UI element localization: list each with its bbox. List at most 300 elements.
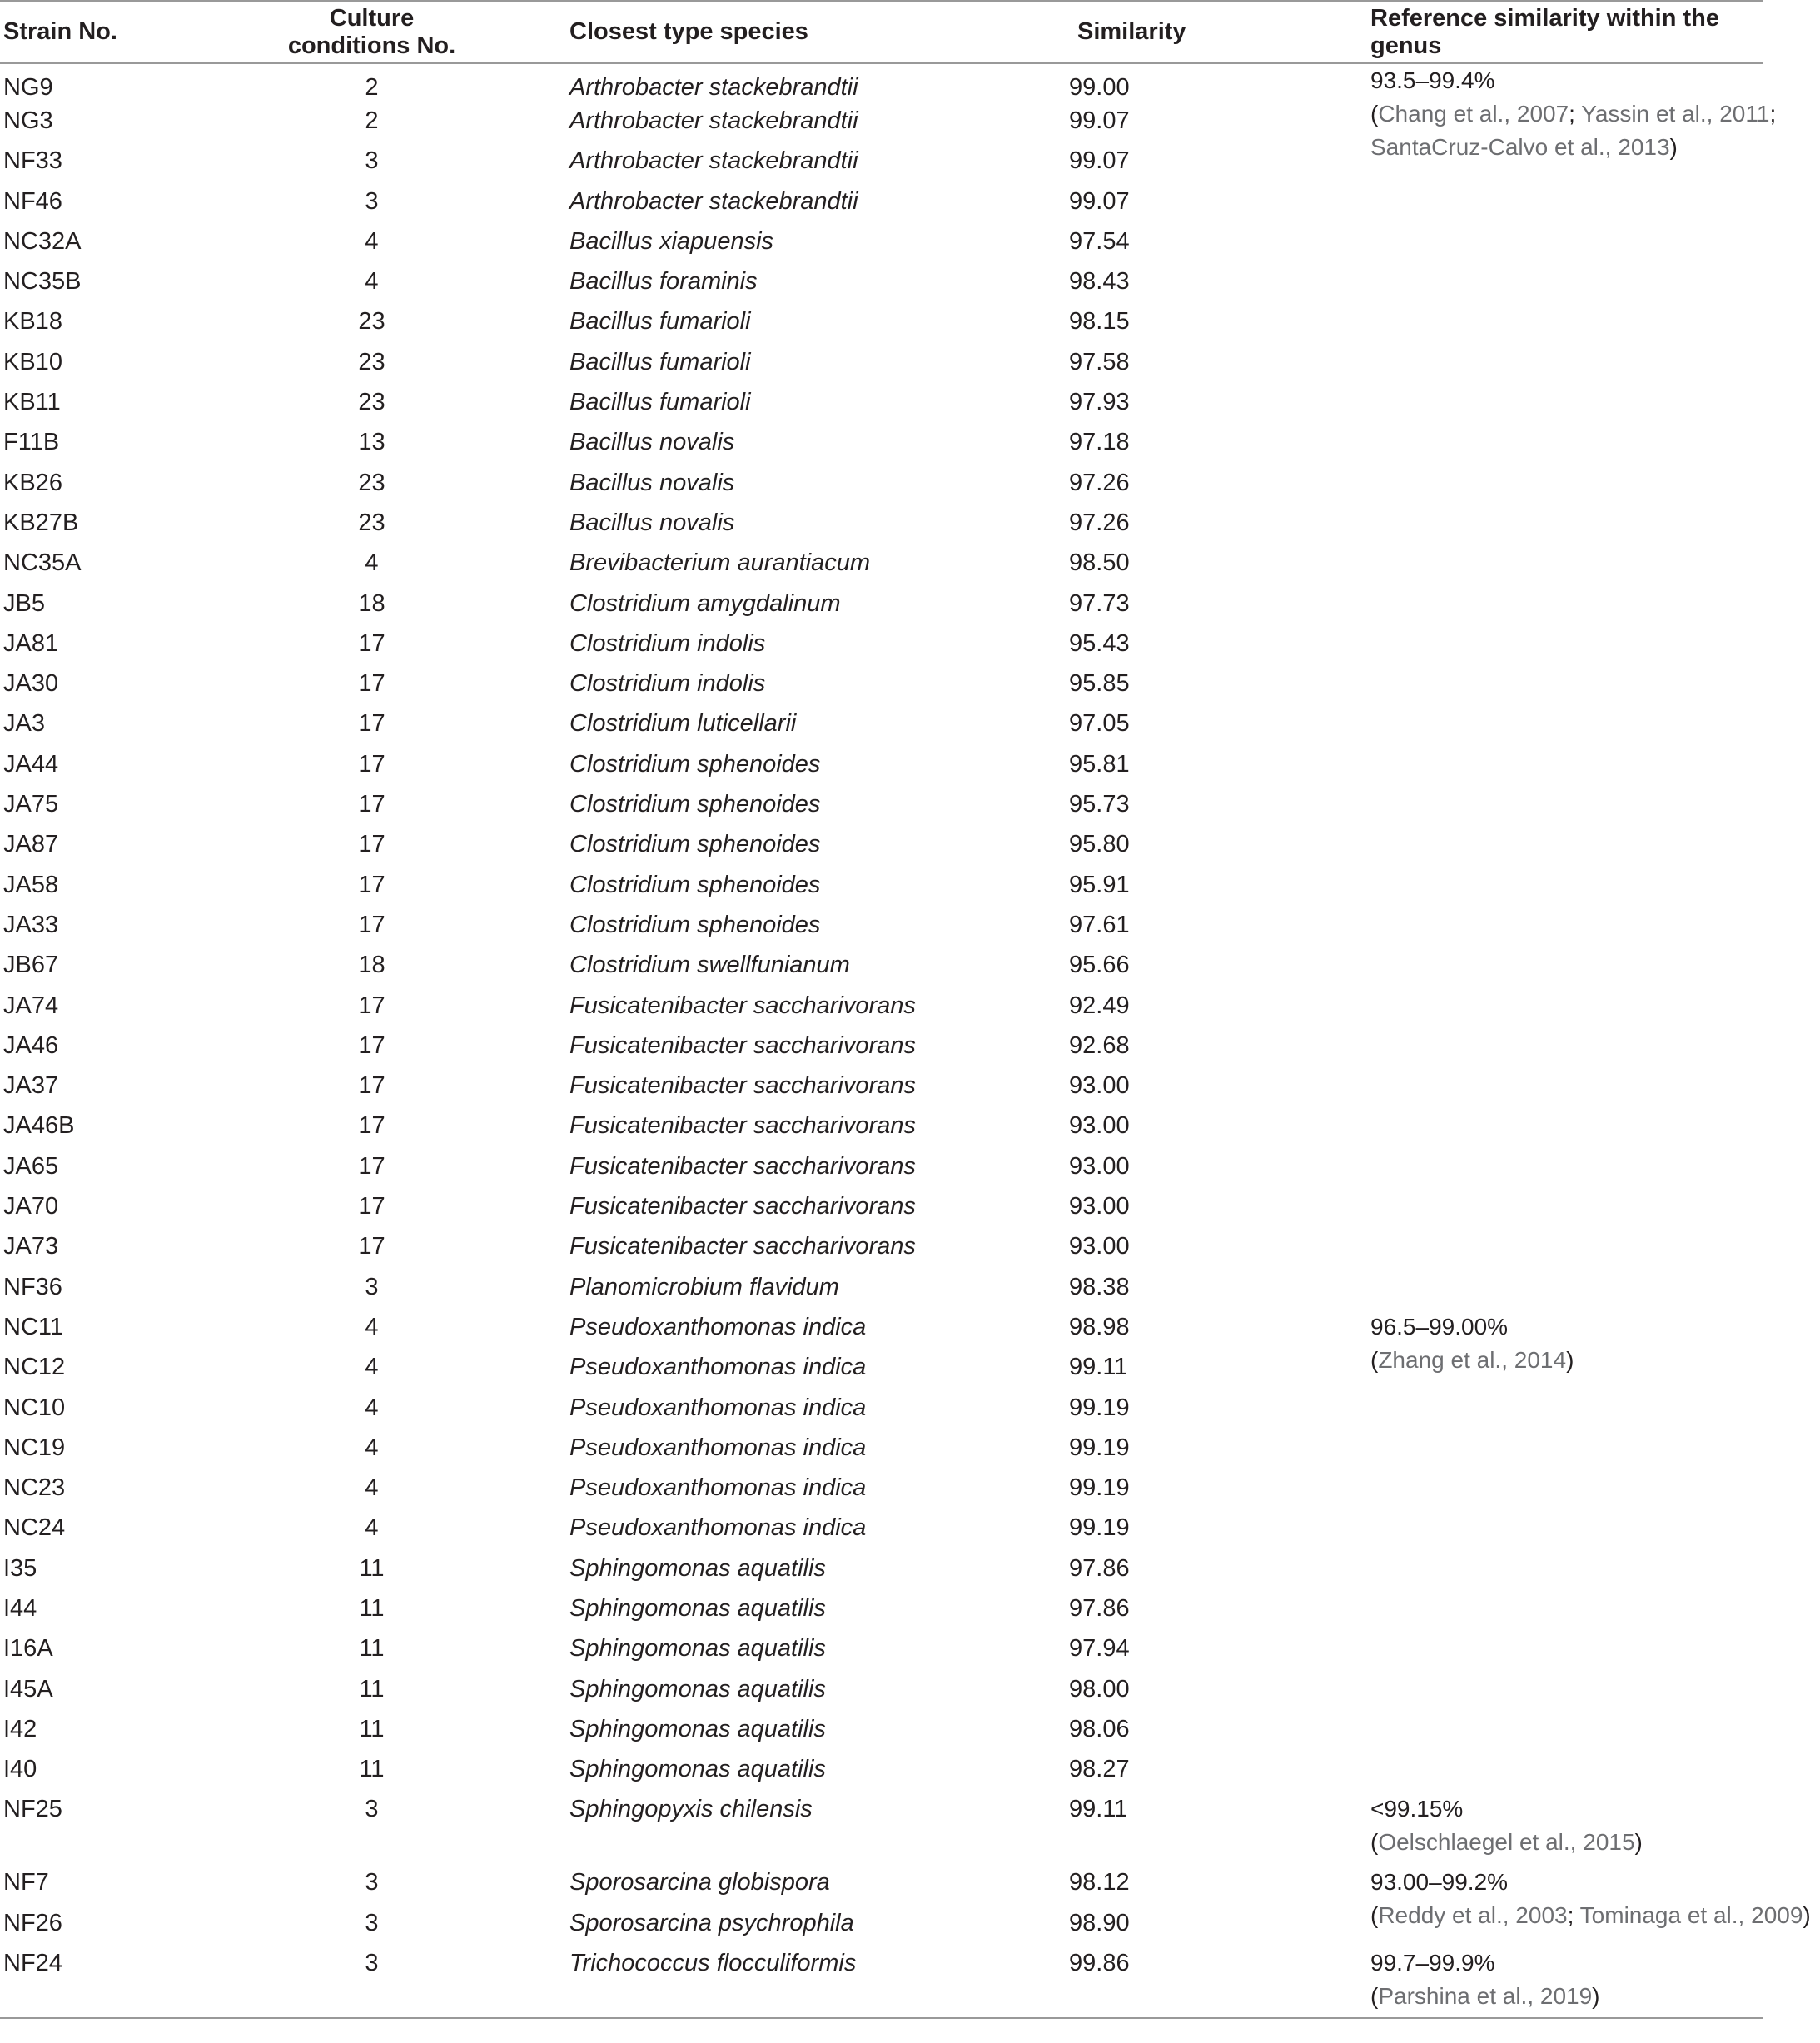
reference-cell [1335, 1712, 1763, 1752]
reference-cell [1335, 748, 1763, 788]
citation-punctuation: ( [1370, 101, 1379, 127]
culture-cell-text: 3 [365, 1796, 379, 1823]
citation-link[interactable]: Parshina et al., 2019 [1378, 1983, 1593, 2010]
strain-cell: JA44 [3, 750, 59, 778]
culture-cell [241, 1391, 503, 1431]
species-cell [503, 828, 969, 867]
species-cell [503, 1712, 969, 1752]
culture-cell-text: 2 [365, 107, 379, 134]
species-cell [503, 1431, 969, 1471]
species-cell [503, 1592, 969, 1632]
culture-cell [241, 1552, 503, 1592]
species-cell-text: Sporosarcina psychrophila [569, 1909, 854, 1936]
reference-cell [1335, 385, 1763, 425]
table-row [0, 1431, 1763, 1471]
species-cell-text: Fusicatenibacter saccharivorans [569, 1072, 916, 1100]
species-cell-text: Sphingomonas aquatilis [569, 1675, 826, 1702]
reference-cell [1335, 1752, 1763, 1792]
culture-cell-text: 17 [358, 750, 385, 778]
species-cell [503, 546, 969, 586]
strain-cell: I40 [3, 1756, 37, 1783]
species-cell [503, 1946, 969, 2018]
reference-cell [1335, 1632, 1763, 1672]
similarity-cell: 93.00 [1069, 1152, 1130, 1180]
table-row [0, 1471, 1763, 1511]
reference-cell [1335, 1946, 1763, 2018]
citation-punctuation: ( [1370, 1346, 1379, 1373]
strain-cell: NF24 [0, 1946, 241, 2018]
table-row [0, 385, 1763, 425]
strain-cell: JA46 [3, 1031, 59, 1059]
species-cell-text: Pseudoxanthomonas indica [569, 1354, 867, 1381]
culture-cell [241, 1310, 503, 1350]
reference-cell [1335, 265, 1763, 305]
similarity-cell: 99.07 [1069, 107, 1130, 134]
reference-range: 93.5–99.4% [1370, 67, 1495, 93]
species-cell [503, 707, 969, 747]
strain-cell: NC24 [3, 1514, 66, 1542]
species-cell-text: Clostridium indolis [569, 629, 766, 657]
species-cell [503, 1069, 969, 1109]
similarity-cell: 95.73 [1069, 791, 1130, 818]
culture-cell [241, 1592, 503, 1632]
culture-cell [241, 1906, 503, 1946]
table-row [0, 1270, 1763, 1310]
species-cell-text: Brevibacterium aurantiacum [569, 549, 871, 577]
species-cell-text: Pseudoxanthomonas indica [569, 1313, 867, 1340]
reference-cell [1335, 1471, 1763, 1511]
culture-cell [241, 908, 503, 948]
culture-cell-text: 23 [358, 509, 385, 536]
citation-link[interactable]: Chang et al., 2007 [1378, 101, 1569, 127]
table-row [0, 1712, 1763, 1752]
similarity-cell: 93.00 [1069, 1072, 1130, 1100]
species-cell-text: Clostridium luticellarii [569, 710, 797, 738]
strain-cell: JB67 [3, 952, 59, 979]
species-cell [503, 1552, 969, 1592]
similarity-cell: 97.73 [1069, 589, 1130, 617]
table-row [0, 1190, 1763, 1230]
culture-cell-text: 23 [358, 308, 385, 336]
similarity-cell: 99.07 [1069, 147, 1130, 175]
species-cell [503, 1150, 969, 1190]
similarity-cell: 99.19 [1069, 1434, 1130, 1461]
species-cell-text: Sphingopyxis chilensis [569, 1796, 813, 1823]
species-cell-text: Planomicrobium flavidum [569, 1273, 839, 1300]
table-row [0, 1150, 1763, 1190]
culture-cell [241, 1471, 503, 1511]
reference-cell [1335, 989, 1763, 1029]
reference-cell [1335, 185, 1763, 225]
species-cell-text: Arthrobacter stackebrandtii [569, 187, 858, 215]
reference-note [1370, 1946, 1820, 2013]
species-cell-text: Sphingomonas aquatilis [569, 1554, 826, 1582]
culture-cell-text: 11 [359, 1594, 385, 1622]
culture-cell [241, 1511, 503, 1551]
species-cell-text: Clostridium indolis [569, 670, 766, 698]
reference-citation-line [1370, 1826, 1820, 1859]
species-cell [503, 788, 969, 828]
reference-cell [1335, 1029, 1763, 1069]
similarity-cell: 97.61 [1069, 911, 1130, 938]
culture-cell-text: 17 [358, 1233, 385, 1260]
species-cell-text: Arthrobacter stackebrandtii [569, 107, 858, 134]
culture-cell [241, 1230, 503, 1270]
strain-cell: KB11 [3, 389, 61, 416]
species-cell-text: Clostridium sphenoides [569, 791, 821, 818]
reference-cell [1335, 868, 1763, 908]
table-row [0, 1310, 1763, 1350]
citation-punctuation: ; [1769, 101, 1777, 127]
species-cell [503, 305, 969, 345]
table-row [0, 1230, 1763, 1270]
table-row [0, 989, 1763, 1029]
citation-punctuation: ) [1803, 1902, 1811, 1929]
culture-cell [241, 748, 503, 788]
strain-cell: NC32A [3, 227, 82, 255]
species-cell-text: Bacillus foraminis [569, 268, 758, 296]
citation-punctuation: ( [1370, 1983, 1379, 2010]
reference-cell [1335, 667, 1763, 707]
similarity-cell: 98.06 [1069, 1715, 1130, 1742]
reference-cell [1335, 1310, 1763, 1373]
culture-cell-text: 17 [358, 710, 385, 738]
table-row [0, 1511, 1763, 1551]
reference-cell [1335, 1866, 1811, 1929]
culture-cell [241, 1350, 503, 1390]
header-reference: Reference similarity within the genus [1335, 1, 1763, 63]
similarity-cell: 98.12 [1069, 1869, 1130, 1896]
species-cell [503, 1109, 969, 1149]
species-cell-text: Clostridium swellfunianum [569, 952, 850, 979]
similarity-cell: 93.00 [1069, 1233, 1130, 1260]
culture-cell-text: 17 [358, 871, 385, 898]
culture-cell [241, 1431, 503, 1471]
similarity-cell: 93.00 [1069, 1112, 1130, 1140]
strain-cell: JA46B [3, 1112, 75, 1140]
culture-cell-text: 17 [358, 1031, 385, 1059]
species-cell [503, 868, 969, 908]
culture-cell [241, 144, 503, 184]
header-species: Closest type species [503, 1, 969, 63]
strain-cell: F11B [3, 429, 60, 456]
strain-cell: I42 [3, 1715, 37, 1742]
culture-cell [241, 868, 503, 908]
similarity-cell: 99.11 [1069, 1796, 1128, 1823]
similarity-cell: 92.68 [1069, 1031, 1130, 1059]
strain-cell: JA81 [3, 629, 59, 657]
citation-link[interactable]: Oelschlaegel et al., 2015 [1378, 1829, 1635, 1856]
strain-cell: JB5 [3, 589, 45, 617]
similarity-cell: 97.18 [1069, 429, 1130, 456]
species-cell [503, 1792, 969, 1866]
reference-cell [1335, 425, 1763, 465]
strain-cell: JA30 [3, 670, 59, 698]
similarity-cell: 92.49 [1069, 992, 1130, 1019]
species-cell-text: Sphingomonas aquatilis [569, 1594, 826, 1622]
culture-cell [241, 63, 503, 104]
culture-cell-text: 23 [358, 389, 385, 416]
species-cell-text: Bacillus fumarioli [569, 308, 751, 336]
species-cell-text: Fusicatenibacter saccharivorans [569, 1193, 916, 1220]
species-cell-text: Clostridium sphenoides [569, 831, 821, 858]
strain-cell: NF25 [3, 1796, 62, 1823]
similarity-cell: 93.00 [1069, 1193, 1130, 1220]
strain-cell: JA70 [3, 1193, 59, 1220]
reference-cell [1335, 1431, 1763, 1471]
reference-note [1370, 1792, 1820, 1859]
reference-cell [1335, 1792, 1763, 1866]
reference-cell [1335, 707, 1763, 747]
table-row [0, 587, 1763, 627]
table-row [0, 185, 1763, 225]
table-row [0, 667, 1763, 707]
species-cell [503, 1906, 969, 1946]
citation-link[interactable]: Zhang et al., 2014 [1378, 1346, 1567, 1373]
culture-cell [241, 225, 503, 265]
species-cell-text: Arthrobacter stackebrandtii [569, 74, 858, 101]
reference-cell [1335, 104, 1763, 144]
similarity-cell: 95.66 [1069, 952, 1130, 979]
species-cell [503, 908, 969, 948]
culture-cell [241, 707, 503, 747]
table-row [0, 1069, 1763, 1109]
table-row [0, 1906, 1763, 1946]
table-row [0, 265, 1763, 305]
reference-range: 99.7–99.9% [1370, 1950, 1495, 1976]
culture-cell-text: 4 [365, 1434, 379, 1461]
table-row [0, 868, 1763, 908]
reference-cell [1335, 1109, 1763, 1149]
table-row [0, 1752, 1763, 1792]
culture-cell-text: 23 [358, 469, 385, 496]
strain-cell: I35 [3, 1554, 37, 1582]
reference-range: 93.00–99.2% [1370, 1869, 1509, 1896]
species-cell-text: Trichococcus flocculiformis [569, 1950, 857, 1977]
citation-link[interactable]: Yassin et al., 2011 [1581, 101, 1770, 127]
similarity-cell: 97.86 [1069, 1594, 1130, 1622]
species-cell [503, 265, 969, 305]
species-cell [503, 948, 969, 988]
strain-cell: NF36 [3, 1273, 62, 1300]
strain-cell: JA75 [3, 791, 59, 818]
strain-cell: NC35A [3, 549, 82, 577]
culture-cell-text: 11 [359, 1675, 385, 1702]
culture-cell [241, 627, 503, 667]
similarity-cell: 98.98 [1069, 1313, 1130, 1340]
citation-link[interactable]: SantaCruz-Calvo et al., 2013 [1370, 134, 1670, 160]
strain-cell: NF33 [3, 147, 62, 175]
culture-cell [241, 1150, 503, 1190]
reference-cell [1335, 305, 1763, 345]
culture-cell [241, 546, 503, 586]
species-cell-text: Sphingomonas aquatilis [569, 1756, 826, 1783]
strain-cell: I45A [3, 1675, 53, 1702]
culture-cell-text: 11 [359, 1635, 385, 1663]
culture-cell [241, 1069, 503, 1109]
similarity-cell: 98.15 [1069, 308, 1130, 336]
strain-cell: JA74 [3, 992, 59, 1019]
species-cell-text: Pseudoxanthomonas indica [569, 1474, 867, 1502]
species-cell-text: Fusicatenibacter saccharivorans [569, 1112, 916, 1140]
culture-cell-text: 4 [365, 227, 379, 255]
species-cell [503, 385, 969, 425]
strain-cell: NC11 [3, 1313, 63, 1340]
reference-range: 96.5–99.00% [1370, 1313, 1509, 1340]
species-cell [503, 1391, 969, 1431]
species-cell-text: Clostridium sphenoides [569, 871, 821, 898]
similarity-cell: 99.19 [1069, 1394, 1130, 1421]
citation-punctuation: ) [1592, 1983, 1600, 2010]
strain-cell: JA33 [3, 911, 59, 938]
strain-cell: I16A [3, 1635, 53, 1663]
culture-cell [241, 989, 503, 1029]
citation-link[interactable]: Tominaga et al., 2009 [1579, 1902, 1803, 1929]
reference-cell [1335, 1190, 1763, 1230]
table-row [0, 1946, 1763, 2018]
culture-cell-text: 17 [358, 1152, 385, 1180]
reference-cell [1335, 144, 1763, 184]
species-cell [503, 1190, 969, 1230]
species-cell-text: Arthrobacter stackebrandtii [569, 147, 858, 175]
culture-cell-text: 3 [365, 1273, 379, 1300]
table-row [0, 1866, 1763, 1906]
reference-cell [1335, 1230, 1763, 1270]
culture-cell [241, 1946, 503, 2018]
culture-cell [241, 466, 503, 506]
culture-cell [241, 828, 503, 867]
culture-cell-text: 2 [365, 74, 379, 101]
culture-cell-text: 3 [365, 1950, 379, 1977]
similarity-cell: 98.90 [1069, 1909, 1130, 1936]
species-cell-text: Clostridium sphenoides [569, 911, 821, 938]
reference-cell [1335, 587, 1763, 627]
similarity-cell: 99.00 [1069, 74, 1130, 101]
species-cell [503, 1230, 969, 1270]
similarity-cell: 97.58 [1069, 348, 1130, 375]
species-cell-text: Bacillus novalis [569, 509, 735, 536]
species-cell-text: Bacillus novalis [569, 429, 735, 456]
reference-cell [1335, 1552, 1763, 1592]
table-row [0, 305, 1763, 345]
similarity-cell: 97.26 [1069, 469, 1130, 496]
similarity-cell: 98.50 [1069, 549, 1130, 577]
species-cell-text: Fusicatenibacter saccharivorans [569, 1031, 916, 1059]
species-cell [503, 144, 969, 184]
culture-cell-text: 18 [358, 952, 385, 979]
culture-cell [241, 425, 503, 465]
culture-cell-text: 17 [358, 670, 385, 698]
strain-cell: JA58 [3, 871, 59, 898]
culture-cell [241, 265, 503, 305]
similarity-cell: 95.81 [1069, 750, 1130, 778]
species-cell [503, 667, 969, 707]
strain-cell: JA73 [3, 1233, 59, 1260]
similarity-cell: 97.86 [1069, 1554, 1130, 1582]
similarity-cell: 95.85 [1069, 670, 1130, 698]
strain-cell: NC10 [3, 1394, 66, 1421]
table-row [0, 104, 1763, 144]
culture-cell [241, 1029, 503, 1069]
similarity-cell: 95.43 [1069, 629, 1130, 657]
reference-cell [1335, 466, 1763, 506]
table-row [0, 748, 1763, 788]
strain-cell: JA3 [3, 710, 45, 738]
culture-cell-text: 4 [365, 1394, 379, 1421]
strain-cell: KB18 [3, 308, 62, 336]
species-cell-text: Fusicatenibacter saccharivorans [569, 1233, 916, 1260]
header-row [0, 1, 1763, 63]
table-row [0, 948, 1763, 988]
species-cell [503, 1350, 969, 1390]
similarity-cell: 98.27 [1069, 1756, 1130, 1783]
culture-cell [241, 587, 503, 627]
species-cell-text: Fusicatenibacter saccharivorans [569, 1152, 916, 1180]
reference-cell [1335, 1069, 1763, 1109]
culture-cell [241, 1109, 503, 1149]
strain-cell: NC35B [3, 268, 82, 296]
culture-cell-text: 18 [358, 589, 385, 617]
species-cell [503, 1471, 969, 1511]
culture-cell [241, 1752, 503, 1792]
similarity-cell: 97.05 [1069, 710, 1130, 738]
citation-punctuation: ) [1669, 134, 1678, 160]
table-row [0, 63, 1763, 104]
species-cell [503, 466, 969, 506]
culture-cell [241, 305, 503, 345]
citation-punctuation: ( [1370, 1902, 1379, 1929]
strain-cell: NF7 [3, 1869, 49, 1896]
similarity-cell: 99.11 [1069, 1354, 1128, 1381]
table-row [0, 1109, 1763, 1149]
table-row [0, 225, 1763, 265]
similarity-cell: 99.86 [969, 1946, 1335, 2018]
reference-cell [1335, 1150, 1763, 1190]
culture-cell-text: 17 [358, 831, 385, 858]
reference-cell [1335, 908, 1763, 948]
citation-punctuation: ) [1566, 1346, 1574, 1373]
strain-cell: NC12 [3, 1354, 66, 1381]
culture-cell-text: 17 [358, 1193, 385, 1220]
reference-cell [1335, 1270, 1763, 1310]
culture-cell-text: 11 [359, 1715, 385, 1742]
similarity-cell: 97.93 [1069, 389, 1130, 416]
species-cell-text: Pseudoxanthomonas indica [569, 1514, 867, 1542]
species-cell-text: Bacillus fumarioli [569, 348, 751, 375]
species-cell [503, 1310, 969, 1350]
similarity-cell: 97.94 [1069, 1635, 1130, 1663]
culture-cell [241, 1673, 503, 1712]
reference-cell [1335, 1906, 1763, 1946]
strain-cell: JA87 [3, 831, 59, 858]
culture-cell-text: 3 [365, 1869, 379, 1896]
table-row [0, 627, 1763, 667]
reference-cell [1335, 627, 1763, 667]
culture-cell-text: 3 [365, 147, 379, 175]
similarity-cell: 98.00 [1069, 1675, 1130, 1702]
table-row [0, 1673, 1763, 1712]
culture-cell [241, 1270, 503, 1310]
culture-cell-text: 4 [365, 1354, 379, 1381]
reference-cell [1335, 506, 1763, 546]
table-row [0, 1552, 1763, 1592]
citation-link[interactable]: Reddy et al., 2003 [1378, 1902, 1568, 1929]
species-cell [503, 587, 969, 627]
culture-cell [241, 104, 503, 144]
header-culture [241, 1, 503, 63]
species-cell [503, 748, 969, 788]
similarity-cell: 98.38 [1069, 1273, 1130, 1300]
